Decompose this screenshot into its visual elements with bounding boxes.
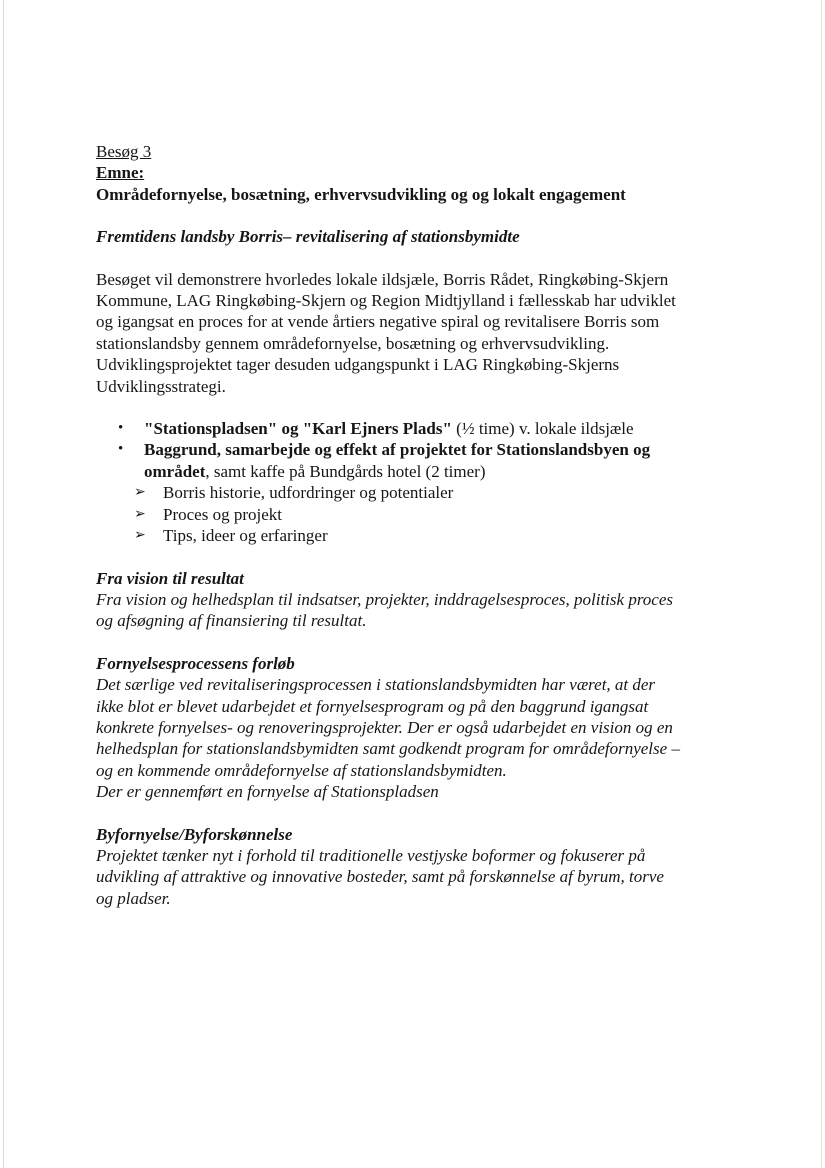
program-list (96, 418, 732, 482)
intro-line: stationslandsby gennem områdefornyelse, bosætning og erhvervsudvikling. (96, 333, 610, 353)
section-line: Fra vision og helhedsplan til indsatser, projekter, inddragelsesproces, politisk proces (96, 589, 674, 609)
section-urban-renewal (96, 824, 732, 910)
page-edge-right (821, 0, 822, 1168)
program-item (118, 418, 732, 439)
topic-title: Områdefornyelse, bosætning, erhvervsudvikling og og lokalt engagement (96, 184, 626, 204)
section-line: konkrete fornyelses- og renoveringsprojekter. Der er også udarbejdet en vision og en (96, 717, 673, 737)
intro-line: Kommune, LAG Ringkøbing-Skjern og Region Midtjylland i fællesskab har udviklet (96, 291, 676, 311)
section-line: helhedsplan for stationslandsbymidten samt godkendt program for områdefornyelse – (96, 739, 680, 759)
section-heading: Byfornyelse/Byforskønnelse (96, 824, 293, 844)
sub-item (134, 504, 732, 525)
project-title: Fremtidens landsby Borris– revitalisering af stationsbymidte (96, 227, 520, 247)
program-item-title: "Stationspladsen" og "Karl Ejners Plads" (144, 419, 452, 439)
section-process (96, 653, 732, 803)
sub-item-label: Borris historie, udfordringer og potentialer (163, 483, 454, 503)
document-page (96, 141, 732, 909)
intro-line: Udviklingsprojektet tager desuden udgangspunkt i LAG Ringkøbing-Skjerns (96, 355, 620, 375)
program-item-detail: (½ time) v. lokale ildsjæle (451, 419, 634, 439)
arrow-icon: ➢ (134, 528, 146, 544)
section-line: og pladser. (96, 888, 171, 908)
program-item (118, 439, 732, 482)
arrow-icon: ➢ (134, 506, 146, 522)
sub-item-label: Tips, ideer og erfaringer (163, 526, 328, 546)
section-line: og afsøgning af finansiering til resultat. (96, 611, 367, 631)
program-sub-list (96, 482, 732, 546)
intro-line: Besøget vil demonstrere hvorledes lokale ildsjæle, Borris Rådet, Ringkøbing-Skjern (96, 269, 669, 289)
arrow-icon: ➢ (134, 485, 146, 501)
program-item-title: Baggrund, samarbejde og effekt af projektet for Stationslandsbyen og (144, 440, 651, 460)
bullet-icon: • (118, 441, 124, 458)
section-line: udvikling af attraktive og innovative bosteder, samt på forskønnelse af byrum, torve (96, 867, 664, 887)
sub-item (134, 482, 732, 503)
visit-label: Besøg 3 (96, 142, 152, 161)
section-heading: Fornyelsesprocessens forløb (96, 653, 295, 673)
page-edge-left (3, 0, 4, 1168)
bullet-icon: • (118, 420, 124, 437)
section-line: Projektet tænker nyt i forhold til traditionelle vestjyske boformer og fokuserer på (96, 845, 646, 865)
program-item-title-cont: området (144, 461, 206, 481)
sub-item (134, 525, 732, 546)
section-line: Det særlige ved revitaliseringsprocessen i stationslandsbymidten har været, at der (96, 675, 656, 695)
section-line: ikke blot er blevet udarbejdet et fornyelsesprogram og på den baggrund igangsat (96, 696, 649, 716)
section-vision (96, 568, 732, 632)
section-heading: Fra vision til resultat (96, 568, 244, 588)
topic-label: Emne: (96, 163, 145, 183)
intro-line: Udviklingsstrategi. (96, 376, 226, 396)
section-line: og en kommende områdefornyelse af stationslandsbymidten. (96, 760, 507, 780)
section-line: Der er gennemført en fornyelse af Stationspladsen (96, 782, 439, 802)
program-item-detail: , samt kaffe på Bundgårds hotel (2 timer) (205, 461, 486, 481)
intro-paragraph (96, 269, 732, 397)
sub-item-label: Proces og projekt (163, 504, 282, 524)
intro-line: og igangsat en proces for at vende årtiers negative spiral og revitalisere Borris som (96, 312, 660, 332)
